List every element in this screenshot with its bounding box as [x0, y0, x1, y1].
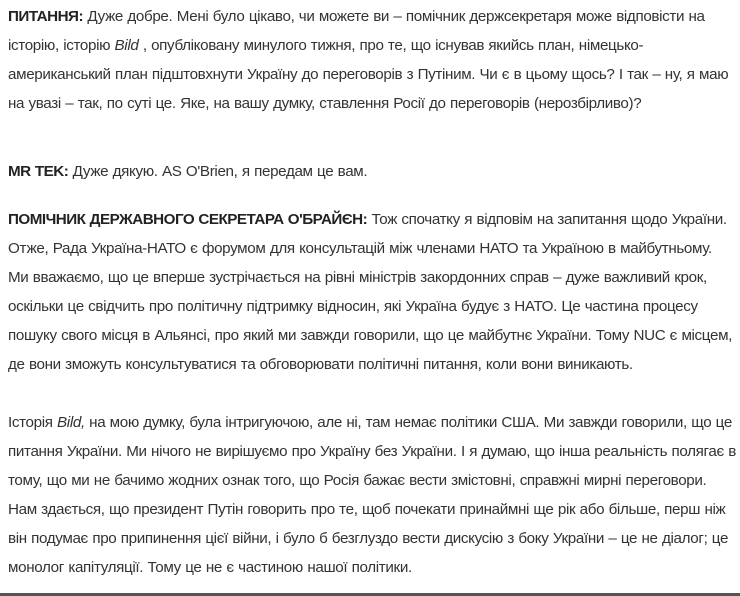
answer-paragraph: [8, 205, 736, 379]
moderator-paragraph: [8, 157, 367, 186]
question-paragraph: [8, 2, 736, 118]
speaker-label-question: ПИТАННЯ:: [8, 8, 84, 25]
paragraph-text: Історія: [8, 414, 58, 431]
speaker-label-obrien: ПОМІЧНИК ДЕРЖАВНОГО СЕКРЕТАРА О'БРАЙЄН:: [8, 211, 368, 228]
paragraph-text: Тож спочатку я відповім на запитання щодо України. Отже, Рада Україна-НАТО є форумом для консультацій між членами НАТО та Україною в майбутньому. Ми вважаємо, що це вперше зустрічається на рівні міністрів закордонних справ – дуже важливий крок, оскільки це свідчить про політичну підтримку відносин, які Україна будує з НАТО. Це частина процесу пошуку свого місця в Альянсі, про який ми завжди говорили, що це майбутнє України. Тому NUC є місцем, де вони зможуть консультуватися та обговорювати політичні питання, коли вони виникають.: [8, 211, 733, 373]
answer-continuation-paragraph: [8, 408, 736, 582]
publication-name-bild: Bild,: [57, 414, 85, 431]
publication-name-bild: Bild: [114, 37, 139, 54]
paragraph-text: на мою думку, була інтригуючою, але ні, там немає політики США. Ми завжди говорили, що це питання України. Ми нічого не вирішуємо про Україну без України. І я думаю, що інша реальність полягає в тому, що ми не бачимо жодних ознак того, що Росія бажає вести змістовні, справжні мирні переговори. Нам здається, що президент Путін говорить про те, щоб почекати принаймні ще рік або більше, перш ніж він подумає про припинення цієї війни, і було б безглуздо вести дискусію з боку України – це не діалог; це монолог капітуляції. Тому це не є частиною нашої політики.: [8, 414, 736, 576]
paragraph-text: Дуже добре. Мені було цікаво, чи можете ви – помічник держсекретаря може відповісти на історію, історію: [8, 8, 705, 54]
speaker-label-mr-tek: MR TEK:: [8, 163, 69, 180]
paragraph-text: Дуже дякую. AS O'Brien, я передам це вам.: [68, 163, 368, 180]
paragraph-text: , опубліковану минулого тижня, про те, що існував якийсь план, німецько-американський план підштовхнути Україну до переговорів з Путіним. Чи є в цьому щось? І так – ну, я маю на увазі – так, по суті це. Яке, на вашу думку, ставлення Росії до переговорів (нерозбірливо)?: [8, 37, 729, 112]
